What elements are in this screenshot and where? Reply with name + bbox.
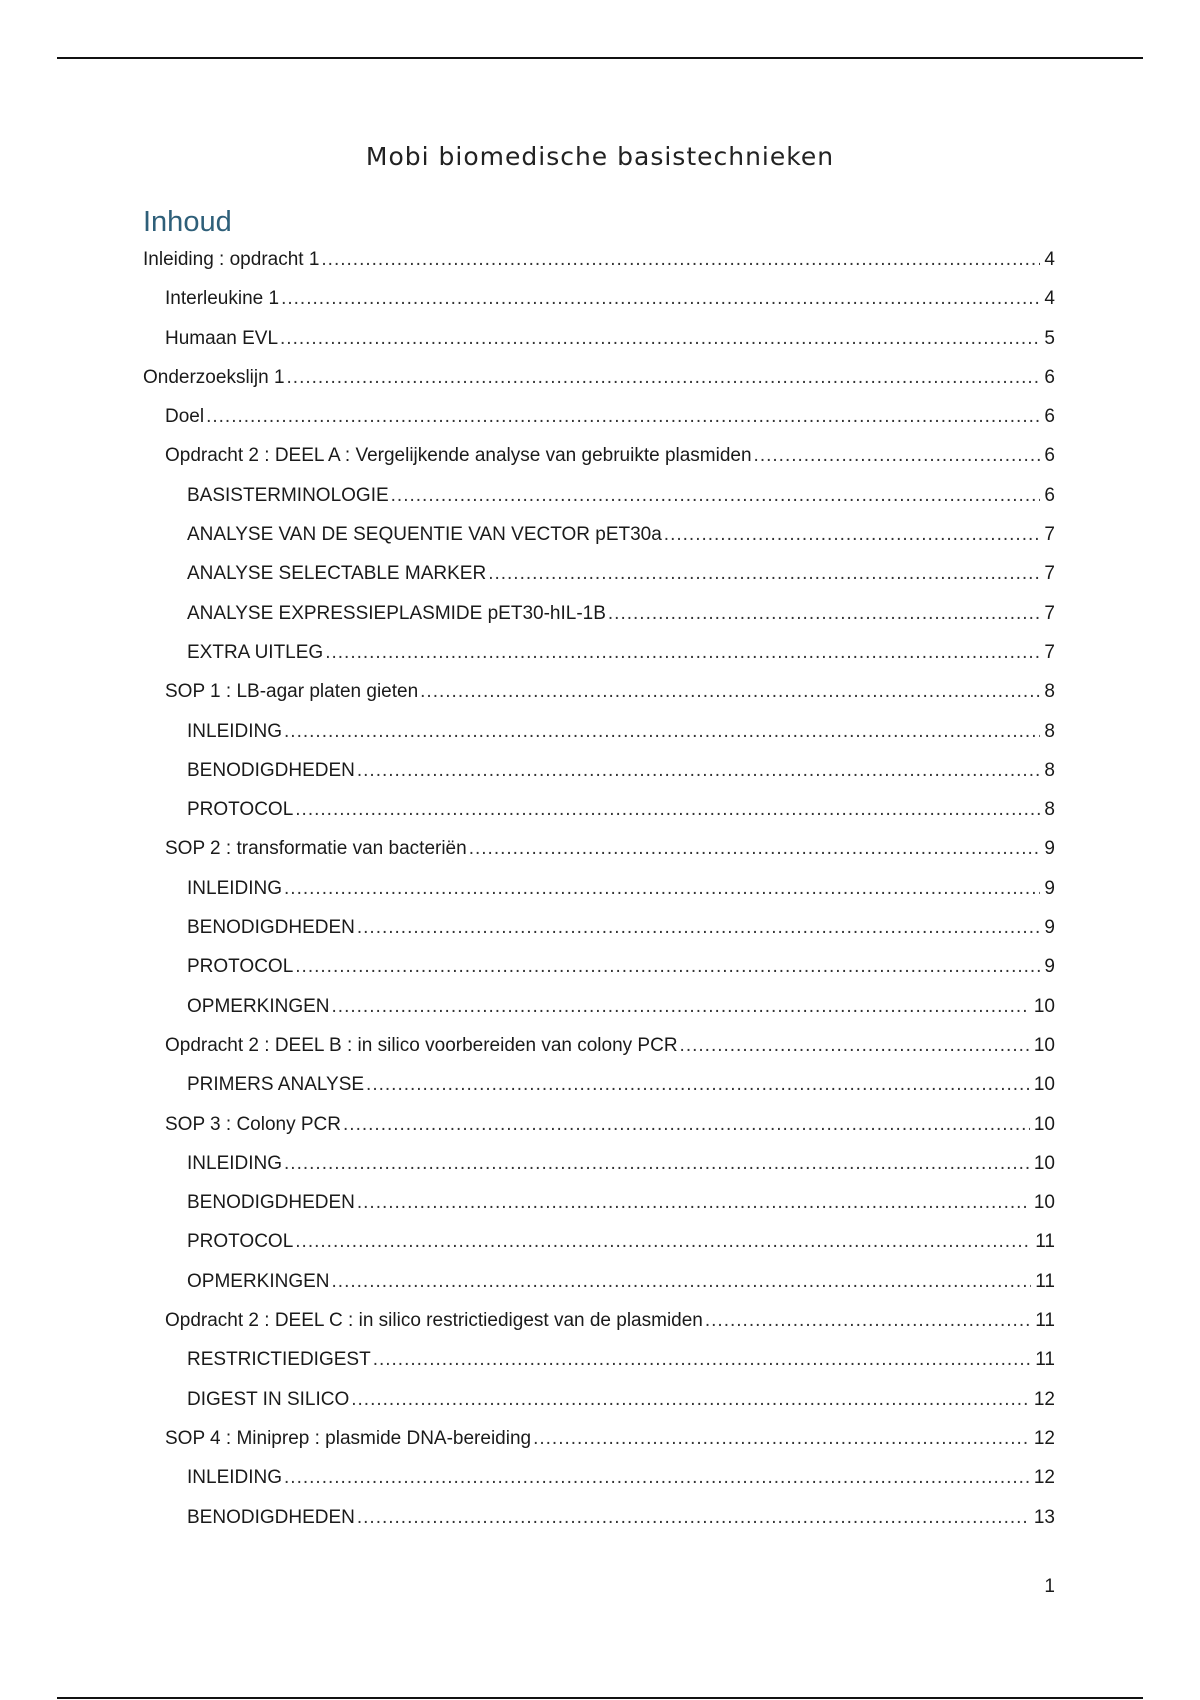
toc-entry-page: 12 <box>1033 1467 1055 1489</box>
toc-entry[interactable] <box>143 554 1055 593</box>
toc-entry-page: 11 <box>1035 1270 1055 1292</box>
toc-dot-leader <box>295 947 1040 986</box>
toc-entry-label: SOP 1 : LB-agar platen gieten <box>165 681 419 703</box>
toc-dot-leader <box>357 908 1041 947</box>
toc-entry-page: 8 <box>1044 681 1055 703</box>
toc-entry-label: BENODIGDHEDEN <box>187 1506 355 1528</box>
toc-dot-leader <box>284 1458 1030 1497</box>
toc-entry-page: 9 <box>1044 838 1055 860</box>
toc-entry[interactable] <box>143 908 1055 947</box>
toc-entry-page: 6 <box>1044 484 1055 506</box>
toc-entry[interactable] <box>143 869 1055 908</box>
toc-dot-leader <box>321 240 1040 279</box>
toc-entry[interactable] <box>143 751 1055 790</box>
toc-dot-leader <box>343 1105 1030 1144</box>
toc-entry[interactable] <box>143 987 1055 1026</box>
toc-entry[interactable] <box>143 515 1055 554</box>
toc-entry-label: PROTOCOL <box>187 956 294 978</box>
toc-entry[interactable] <box>143 476 1055 515</box>
toc-entry[interactable] <box>143 829 1055 868</box>
toc-dot-leader <box>284 869 1040 908</box>
toc-dot-leader <box>284 1144 1030 1183</box>
toc-entry-label: OPMERKINGEN <box>187 995 330 1017</box>
toc-dot-leader <box>680 1026 1030 1065</box>
toc-entry-page: 9 <box>1044 956 1055 978</box>
toc-entry-label: ANALYSE VAN DE SEQUENTIE VAN VECTOR pET30a <box>187 524 662 546</box>
toc-entry-page: 9 <box>1044 917 1055 939</box>
toc-entry-page: 5 <box>1044 327 1055 349</box>
toc-dot-leader <box>325 633 1040 672</box>
toc-entry[interactable] <box>143 1458 1055 1497</box>
toc-dot-leader <box>391 476 1041 515</box>
toc-entry-label: Doel <box>165 406 205 428</box>
toc-entry-page: 10 <box>1033 1152 1055 1174</box>
toc-entry-page: 10 <box>1033 1113 1055 1135</box>
toc-entry[interactable] <box>143 1105 1055 1144</box>
toc-dot-leader <box>366 1065 1030 1104</box>
toc-entry-page: 4 <box>1044 249 1055 270</box>
toc-entry[interactable] <box>143 1183 1055 1222</box>
toc-dot-leader <box>608 594 1041 633</box>
toc-entry-page: 7 <box>1044 524 1055 546</box>
toc-entry-label: Interleukine 1 <box>165 288 280 310</box>
toc-entry-label: OPMERKINGEN <box>187 1270 330 1292</box>
toc-dot-leader <box>664 515 1041 554</box>
toc-dot-leader <box>351 1380 1030 1419</box>
toc-entry-label: Onderzoekslijn 1 <box>143 366 285 388</box>
toc-entry-label: BENODIGDHEDEN <box>187 759 355 781</box>
toc-entry-page: 4 <box>1044 288 1055 310</box>
toc-entry[interactable] <box>143 712 1055 751</box>
toc-entry[interactable] <box>143 279 1055 318</box>
toc-entry-label: INLEIDING <box>187 720 283 742</box>
document-title: Mobi biomedische basistechnieken <box>365 142 835 171</box>
toc-entry-page: 12 <box>1033 1427 1055 1449</box>
toc-entry-page: 8 <box>1044 759 1055 781</box>
toc-entry-label: PROTOCOL <box>187 799 294 821</box>
page-number: 1 <box>1044 1576 1055 1597</box>
toc-entry[interactable] <box>143 397 1055 436</box>
toc-dot-leader <box>488 554 1040 593</box>
toc-dot-leader <box>357 1498 1030 1537</box>
toc-dot-leader <box>295 1222 1031 1261</box>
toc-entry-page: 7 <box>1044 641 1055 663</box>
toc-entry-page: 10 <box>1033 1192 1055 1214</box>
toc-entry-page: 12 <box>1033 1388 1055 1410</box>
toc-dot-leader <box>332 1262 1032 1301</box>
toc-entry-label: EXTRA UITLEG <box>187 641 324 663</box>
toc-entry-label: SOP 3 : Colony PCR <box>165 1113 342 1135</box>
toc-dot-leader <box>281 279 1040 318</box>
toc-entry[interactable] <box>143 240 1055 279</box>
toc-entry-label: BASISTERMINOLOGIE <box>187 484 389 506</box>
toc-entry[interactable] <box>143 319 1055 358</box>
toc-dot-leader <box>469 829 1041 868</box>
toc-dot-leader <box>533 1419 1030 1458</box>
toc-entry-page: 13 <box>1033 1506 1055 1528</box>
toc-entry[interactable] <box>143 1144 1055 1183</box>
toc-entry[interactable] <box>143 1222 1055 1261</box>
toc-entry-label: SOP 4 : Miniprep : plasmide DNA-bereiding <box>165 1427 532 1449</box>
toc-entry-label: BENODIGDHEDEN <box>187 917 355 939</box>
toc-entry-label: BENODIGDHEDEN <box>187 1192 355 1214</box>
toc-dot-leader <box>357 751 1041 790</box>
toc-entry-page: 11 <box>1035 1231 1055 1253</box>
toc-dot-leader <box>705 1301 1031 1340</box>
toc-dot-leader <box>206 397 1040 436</box>
toc-entry-label: Opdracht 2 : DEEL B : in silico voorbereiden van colony PCR <box>165 1034 678 1056</box>
toc-dot-leader <box>357 1183 1030 1222</box>
toc-entry[interactable] <box>143 1026 1055 1065</box>
toc-entry[interactable] <box>143 672 1055 711</box>
toc-dot-leader <box>287 358 1041 397</box>
toc-entry[interactable] <box>143 1498 1055 1537</box>
toc-entry[interactable] <box>143 358 1055 397</box>
toc-entry-page: 11 <box>1035 1349 1055 1371</box>
toc-dot-leader <box>373 1340 1032 1379</box>
toc-entry-page: 10 <box>1033 1074 1055 1096</box>
toc-entry-page: 6 <box>1044 445 1055 467</box>
toc-dot-leader <box>295 790 1040 829</box>
toc-entry-label: RESTRICTIEDIGEST <box>187 1349 371 1371</box>
toc-entry-label: INLEIDING <box>187 877 283 899</box>
toc-dot-leader <box>280 319 1040 358</box>
toc-entry-label: DIGEST IN SILICO <box>187 1388 350 1410</box>
toc-dot-leader <box>420 672 1040 711</box>
toc-dot-leader <box>284 712 1040 751</box>
toc-entry-page: 6 <box>1044 406 1055 428</box>
toc-entry[interactable] <box>143 1340 1055 1379</box>
toc-entry[interactable] <box>143 1262 1055 1301</box>
toc-entry[interactable] <box>143 633 1055 672</box>
footer-rule <box>57 1697 1143 1699</box>
toc-entry-page: 9 <box>1044 877 1055 899</box>
toc-entry-page: 8 <box>1044 720 1055 742</box>
toc-entry-page: 6 <box>1044 366 1055 388</box>
toc-entry[interactable] <box>143 790 1055 829</box>
toc-entry-page: 11 <box>1035 1310 1055 1332</box>
toc-entry-label: ANALYSE SELECTABLE MARKER <box>187 563 487 585</box>
toc-entry-label: Opdracht 2 : DEEL A : Vergelijkende analyse van gebruikte plasmiden <box>165 445 752 467</box>
toc-entry-label: Opdracht 2 : DEEL C : in silico restrictiedigest van de plasmiden <box>165 1310 703 1332</box>
toc-entry[interactable] <box>143 1065 1055 1104</box>
toc-dot-leader <box>754 436 1041 475</box>
toc-entry-page: 8 <box>1044 799 1055 821</box>
toc-entry-label: INLEIDING <box>187 1152 283 1174</box>
toc-entry-page: 10 <box>1033 1034 1055 1056</box>
toc-entry[interactable] <box>143 436 1055 475</box>
toc-entry[interactable] <box>143 1380 1055 1419</box>
toc-entry-label: INLEIDING <box>187 1467 283 1489</box>
toc-entry-page: 7 <box>1044 563 1055 585</box>
toc-entry-label: ANALYSE EXPRESSIEPLASMIDE pET30-hIL-1B <box>187 602 606 624</box>
toc-entry-label: Humaan EVL <box>165 327 279 349</box>
toc-heading: Inhoud <box>143 206 232 238</box>
table-of-contents <box>143 240 1055 1537</box>
toc-entry-label: PRIMERS ANALYSE <box>187 1074 365 1096</box>
toc-entry[interactable] <box>143 1301 1055 1340</box>
toc-entry-page: 10 <box>1033 995 1055 1017</box>
toc-entry-label: SOP 2 : transformatie van bacteriën <box>165 838 467 860</box>
toc-dot-leader <box>332 987 1030 1026</box>
toc-entry-label: PROTOCOL <box>187 1231 294 1253</box>
toc-entry[interactable] <box>143 947 1055 986</box>
toc-entry[interactable] <box>143 594 1055 633</box>
toc-entry-label: Inleiding : opdracht 1 <box>143 249 320 270</box>
header-rule <box>57 57 1143 59</box>
toc-entry-page: 7 <box>1044 602 1055 624</box>
toc-entry[interactable] <box>143 1419 1055 1458</box>
